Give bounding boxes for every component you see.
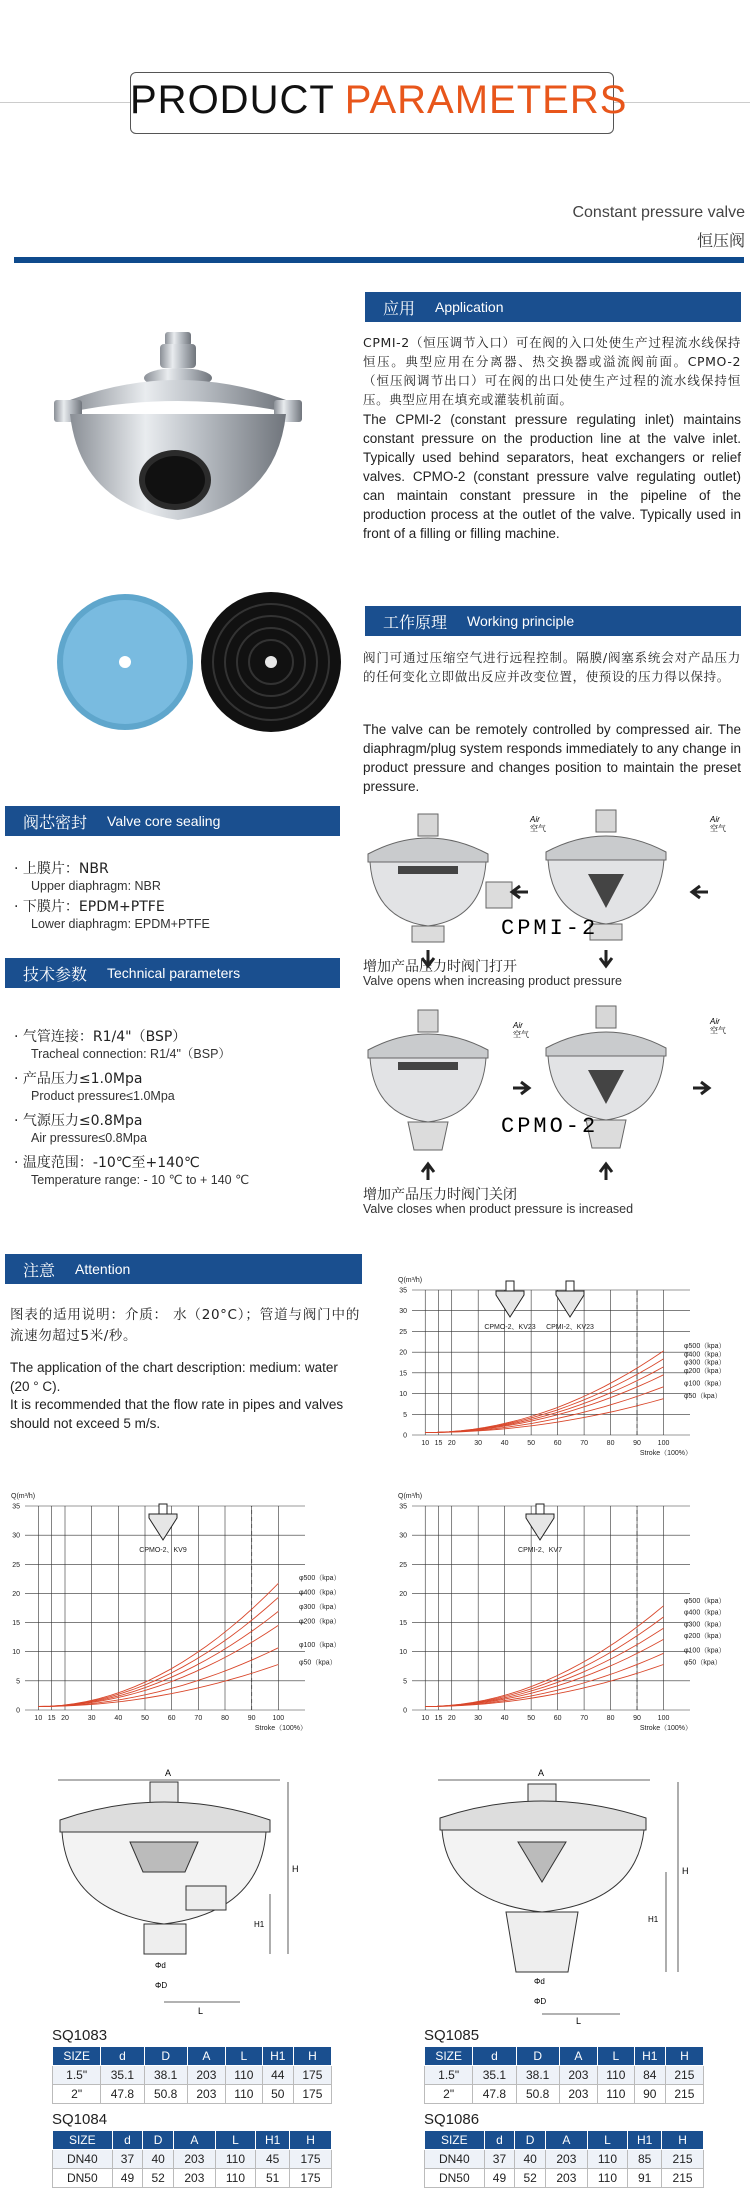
principle-title-cn: 工作原理: [383, 614, 448, 632]
table-cell: 91: [628, 2169, 662, 2188]
table-header-cell: d: [101, 2047, 144, 2066]
series-label: φ400（kpa）: [684, 1609, 726, 1617]
table-header-cell: A: [545, 2131, 587, 2150]
table-cell: 203: [545, 2169, 587, 2188]
table-title: SQ1085: [424, 2027, 480, 2044]
y-tick-label: 15: [12, 1620, 20, 1628]
table-cell: 1.5": [53, 2066, 101, 2085]
valve-stem-icon: [506, 1281, 514, 1291]
y-tick-label: 10: [399, 1391, 407, 1399]
x-tick-label: 10: [421, 1715, 430, 1722]
cpmi-air-left-en: Air: [530, 815, 540, 824]
series-label: φ50（kpa）: [299, 1659, 337, 1667]
application-header: [365, 292, 741, 322]
series-label: φ400（kpa）: [299, 1589, 341, 1597]
table-title: SQ1083: [52, 2027, 108, 2044]
table-row: [425, 2066, 704, 2085]
y-tick-label: 15: [399, 1620, 407, 1628]
y-tick-label: 10: [399, 1649, 407, 1657]
y-tick-label: 20: [12, 1590, 20, 1598]
table-cell: 203: [187, 2066, 225, 2085]
x-tick-label: 90: [633, 1715, 641, 1722]
technical-header: [5, 958, 340, 988]
table-cell: 37: [484, 2150, 515, 2169]
dim-h1: H1: [254, 1920, 265, 1929]
valve-symbol-icon: [526, 1514, 554, 1540]
series-line: [425, 1399, 663, 1433]
table-row: [425, 2169, 704, 2188]
principle-header: [365, 606, 741, 636]
principle-text-cn: 阀门可通过压缩空气进行远程控制。隔膜/阀塞系统会对产品压力的任何变化立即做出反应并改变位置，使预设的压力得以保持。: [363, 650, 741, 684]
x-tick-label: 50: [141, 1715, 149, 1722]
spec-table-sq1084: [52, 2130, 332, 2188]
banner-title-b: PARAMETERS: [344, 78, 628, 122]
sealing-item: · 上膜片：NBR Upper diaphragm: NBR: [14, 860, 344, 895]
x-tick-label: 90: [247, 1715, 256, 1722]
x-tick-label: 50: [527, 1440, 536, 1447]
x-axis-label: Stroke（100%）: [639, 1725, 692, 1732]
flow-chart-kv9: [5, 1478, 375, 1743]
technical-item-cn: 温度范围：-10℃至+140℃: [22, 1155, 200, 1171]
principle-title-en: Working principle: [467, 613, 575, 629]
cpmi-air-left-cn: 空气: [530, 824, 546, 833]
table-cell: 110: [587, 2150, 627, 2169]
attention-text-en1: The application of the chart description: medium: water (20 ° C).: [10, 1360, 338, 1394]
y-tick-label: 10: [12, 1649, 20, 1657]
series-label: φ300（kpa）: [684, 1359, 726, 1367]
x-tick-label: 100: [657, 1440, 670, 1447]
table-header-cell: H1: [634, 2047, 665, 2066]
attention-title-en: Attention: [75, 1261, 131, 1277]
y-tick-label: 20: [399, 1590, 407, 1598]
table-cell: DN40: [53, 2150, 113, 2169]
table-header-cell: d: [484, 2131, 515, 2150]
table-cell: 85: [628, 2150, 662, 2169]
sealing-item-en: Lower diaphragm: EPDM+PTFE: [31, 917, 210, 931]
technical-item: · 气源压力≤0.8Mpa Air pressure≤0.8Mpa: [14, 1112, 344, 1147]
y-tick-label: 0: [403, 1432, 407, 1440]
sealing-title-en: Valve core sealing: [107, 813, 221, 829]
table-header-cell: SIZE: [425, 2047, 473, 2066]
table-cell: 38.1: [144, 2066, 187, 2085]
table-title: SQ1084: [52, 2111, 108, 2128]
table-cell: 35.1: [473, 2066, 516, 2085]
table-header-cell: SIZE: [53, 2047, 101, 2066]
application-text-cn: CPMI-2（恒压调节入口）可在阀的入口处使生产过程流水线保持恒压。典型应用在分离器、热交换器或溢流阀前面。CPMO-2（恒压阀调节出口）可在阀的出口处使生产过程的流水线保持恒压。典型应用在填充或灌装机前面。: [363, 335, 741, 407]
y-tick-label: 30: [399, 1532, 407, 1540]
table-row: [53, 2150, 332, 2169]
technical-item-cn: 气源压力≤0.8Mpa: [22, 1113, 143, 1129]
y-axis-label: Q(m³/h): [398, 1493, 423, 1500]
sealing-item-cn: 上膜片：NBR: [22, 861, 109, 877]
table-cell: 175: [290, 2169, 332, 2188]
table-header-cell: D: [515, 2131, 546, 2150]
dim-h1: H1: [648, 1915, 659, 1924]
technical-item-cn: 气管连接：R1/4"（BSP）: [22, 1029, 187, 1045]
y-tick-label: 30: [399, 1308, 407, 1316]
table-header-cell: D: [516, 2047, 559, 2066]
table-header-cell: D: [143, 2131, 174, 2150]
x-tick-label: 50: [527, 1715, 536, 1722]
cpmo-caption-en: Valve closes when product pressure is increased: [363, 1202, 634, 1216]
series-line: [38, 1665, 278, 1707]
dim-h: H: [292, 1864, 299, 1874]
series-label: φ200（kpa）: [684, 1633, 726, 1641]
table-cell: 2": [425, 2085, 473, 2104]
valve-photo: [50, 330, 320, 550]
cpmo-air-left-en: Air: [513, 1021, 523, 1030]
table-row: [425, 2150, 704, 2169]
table-cell: 47.8: [473, 2085, 516, 2104]
table-header-cell: H: [665, 2047, 703, 2066]
table-cell: 49: [112, 2169, 143, 2188]
series-label: φ400（kpa）: [684, 1351, 726, 1359]
table-header-cell: L: [215, 2131, 255, 2150]
table-cell: 40: [515, 2150, 546, 2169]
table-cell: 2": [53, 2085, 101, 2104]
y-tick-label: 35: [12, 1503, 20, 1511]
cpmi-arrow-right: [692, 886, 708, 898]
table-header-cell: SIZE: [53, 2131, 113, 2150]
table-header-cell: SIZE: [425, 2131, 485, 2150]
y-tick-label: 25: [12, 1561, 20, 1569]
table-cell: 203: [545, 2150, 587, 2169]
drawing-sq1085: [420, 1762, 720, 2027]
x-tick-label: 20: [61, 1715, 69, 1722]
spec-table-sq1083: [52, 2046, 332, 2104]
table-header-cell: H1: [628, 2131, 662, 2150]
y-tick-label: 35: [399, 1287, 407, 1295]
application-title-cn: 应用: [383, 300, 416, 318]
table-header-cell: D: [144, 2047, 187, 2066]
table-cell: 203: [173, 2150, 215, 2169]
technical-item-en: Air pressure≤0.8Mpa: [31, 1131, 147, 1145]
dim-a: A: [165, 1768, 172, 1778]
cpmo-valve-right: [546, 1006, 666, 1180]
banner-title-a: PRODUCT: [130, 78, 335, 122]
table-cell: 84: [634, 2066, 665, 2085]
table-header-cell: H1: [256, 2131, 290, 2150]
cpmo-arrow-right: [693, 1082, 709, 1094]
application-title-en: Application: [435, 299, 504, 315]
x-tick-label: 100: [272, 1715, 285, 1722]
sealing-header: [5, 806, 340, 836]
x-tick-label: 10: [421, 1440, 430, 1447]
chart-annotation: CPMO-2、KV23: [484, 1324, 536, 1331]
x-tick-label: 20: [447, 1440, 456, 1447]
y-tick-label: 25: [399, 1561, 407, 1569]
table-header-cell: d: [112, 2131, 143, 2150]
cpmi-air-right-cn: 空气: [710, 824, 726, 833]
valve-symbol-icon: [496, 1291, 524, 1317]
table-cell: 215: [662, 2150, 704, 2169]
x-tick-label: 40: [114, 1715, 123, 1722]
x-tick-label: 70: [580, 1440, 588, 1447]
y-tick-label: 25: [399, 1328, 407, 1336]
series-label: φ200（kpa）: [299, 1618, 341, 1626]
attention-title-cn: 注意: [23, 1262, 56, 1280]
table-header-cell: A: [559, 2047, 597, 2066]
spec-table-sq1085: [424, 2046, 704, 2104]
table-cell: DN50: [425, 2169, 485, 2188]
x-tick-label: 30: [87, 1715, 96, 1722]
y-tick-label: 20: [399, 1349, 407, 1357]
sealing-item: · 下膜片：EPDM+PTFE Lower diaphragm: EPDM+PTFE: [14, 898, 344, 933]
cpmo-label: CPMO-2: [501, 1114, 599, 1139]
technical-item: · 温度范围：-10℃至+140℃ Temperature range: - 10 ℃ to + 140 ℃: [14, 1154, 344, 1189]
table-cell: 35.1: [101, 2066, 144, 2085]
technical-title-cn: 技术参数: [23, 966, 88, 984]
cpmo-air-right-en: Air: [710, 1017, 720, 1026]
table-cell: 49: [484, 2169, 515, 2188]
table-cell: 215: [665, 2085, 703, 2104]
table-cell: 50.8: [516, 2085, 559, 2104]
table-header-cell: A: [173, 2131, 215, 2150]
x-tick-label: 30: [474, 1715, 483, 1722]
x-tick-label: 20: [447, 1715, 456, 1722]
valve-symbol-icon: [149, 1514, 177, 1540]
table-cell: 44: [262, 2066, 293, 2085]
table-cell: 203: [559, 2066, 597, 2085]
x-axis-label: Stroke（100%）: [254, 1725, 307, 1732]
series-line: [425, 1606, 663, 1707]
x-tick-label: 15: [47, 1715, 56, 1722]
x-tick-label: 10: [34, 1715, 43, 1722]
table-cell: 175: [293, 2085, 331, 2104]
table-cell: 51: [256, 2169, 290, 2188]
series-label: φ100（kpa）: [299, 1641, 341, 1649]
cpmo-air-left-cn: 空气: [513, 1030, 529, 1039]
cpmi-caption-cn: 增加产品压力时阀门打开: [363, 959, 517, 975]
table-cell: 45: [256, 2150, 290, 2169]
attention-text-en2: It is recommended that the flow rate in pipes and valves should not exceed 5 m/s.: [10, 1397, 344, 1431]
table-cell: 50.8: [144, 2085, 187, 2104]
table-cell: 37: [112, 2150, 143, 2169]
table-cell: 215: [665, 2066, 703, 2085]
diaphragm-discs: [55, 590, 345, 740]
series-line: [38, 1648, 278, 1707]
table-cell: 175: [293, 2066, 331, 2085]
table-cell: 215: [662, 2169, 704, 2188]
attention-header: [5, 1254, 362, 1284]
cpmi-air-right-en: Air: [710, 815, 720, 824]
x-tick-label: 15: [434, 1715, 443, 1722]
x-tick-label: 80: [606, 1715, 615, 1722]
y-tick-label: 35: [399, 1503, 407, 1511]
chart-annotation: CPMO-2、KV9: [139, 1547, 187, 1554]
table-row: [53, 2085, 332, 2104]
table-cell: 110: [215, 2150, 255, 2169]
table-row: [53, 2169, 332, 2188]
dim-l: L: [576, 2016, 582, 2026]
dim-d-large: ΦD: [155, 1981, 168, 1990]
series-label: φ100（kpa）: [684, 1380, 726, 1388]
table-header-cell: A: [187, 2047, 225, 2066]
table-cell: 203: [187, 2085, 225, 2104]
table-row: [53, 2066, 332, 2085]
cpmi-caption-en: Valve opens when increasing product pressure: [363, 974, 622, 988]
table-cell: 110: [587, 2169, 627, 2188]
table-header-cell: d: [473, 2047, 516, 2066]
product-rule: [14, 257, 744, 263]
table-cell: 110: [215, 2169, 255, 2188]
cpmi-arrow-left: [512, 886, 528, 898]
flow-chart-kv7: [390, 1478, 750, 1743]
product-name-en: Constant pressure valve: [572, 204, 745, 221]
principle-text-en: The valve can be remotely controlled by compressed air. The diaphragm/plug system responds immediately to any change in product pressure and changes position to maintain the preset pressure.: [363, 722, 741, 794]
cpmi-valve-right: [546, 810, 666, 966]
drawing-sq1083: [40, 1762, 340, 2027]
x-tick-label: 100: [657, 1715, 670, 1722]
table-cell: 50: [262, 2085, 293, 2104]
table-header-cell: H: [293, 2047, 331, 2066]
series-line: [425, 1653, 663, 1706]
cpmo-valve-left: [368, 1010, 488, 1180]
series-line: [425, 1628, 663, 1706]
x-tick-label: 40: [500, 1440, 509, 1447]
y-tick-label: 0: [403, 1707, 407, 1715]
dim-d-small: Φd: [534, 1977, 545, 1986]
product-name-cn: 恒压阀: [696, 233, 745, 250]
x-tick-label: 30: [474, 1440, 483, 1447]
x-tick-label: 90: [633, 1440, 641, 1447]
table-cell: 175: [290, 2150, 332, 2169]
table-header-cell: H1: [262, 2047, 293, 2066]
dim-h: H: [682, 1866, 689, 1876]
y-tick-label: 5: [403, 1411, 407, 1419]
technical-item: · 气管连接：R1/4"（BSP） Tracheal connection: R1/4"（BSP）: [14, 1028, 344, 1063]
table-cell: 203: [559, 2085, 597, 2104]
sealing-item-cn: 下膜片：EPDM+PTFE: [22, 899, 165, 915]
table-title: SQ1086: [424, 2111, 480, 2128]
table-cell: 203: [173, 2169, 215, 2188]
y-axis-label: Q(m³/h): [398, 1277, 423, 1284]
dim-a: A: [538, 1768, 545, 1778]
y-tick-label: 5: [403, 1678, 407, 1686]
technical-item-cn: 产品压力≤1.0Mpa: [22, 1071, 143, 1087]
y-tick-label: 5: [16, 1678, 20, 1686]
table-cell: 40: [143, 2150, 174, 2169]
cpmo-diagram: [358, 1000, 748, 1180]
table-cell: 52: [515, 2169, 546, 2188]
series-label: φ100（kpa）: [684, 1647, 726, 1655]
series-label: φ500（kpa）: [684, 1598, 726, 1606]
x-tick-label: 60: [167, 1715, 176, 1722]
table-cell: 110: [597, 2066, 634, 2085]
table-header-cell: L: [587, 2131, 627, 2150]
valve-stem-icon: [159, 1504, 167, 1514]
dim-l: L: [198, 2006, 204, 2016]
x-axis-label: Stroke（100%）: [639, 1450, 692, 1457]
chart-annotation: CPMI-2、KV23: [546, 1324, 594, 1331]
table-cell: DN40: [425, 2150, 485, 2169]
series-label: φ50（kpa）: [684, 1659, 722, 1667]
x-tick-label: 70: [580, 1715, 588, 1722]
table-cell: 38.1: [516, 2066, 559, 2085]
technical-title-en: Technical parameters: [107, 965, 241, 981]
table-header-cell: L: [225, 2047, 262, 2066]
technical-item: · 产品压力≤1.0Mpa Product pressure≤1.0Mpa: [14, 1070, 344, 1105]
series-line: [38, 1583, 278, 1706]
application-text-en: The CPMI-2 (constant pressure regulating inlet) maintains constant pressure on the production line at the valve inlet. Typically used behind separators, heat exchangers or relief valves. CPMO-2 (constant pressure valve regulating outlet) can maintain constant pressure in the pipeline of the production process at the outlet of the valve. Typically used in front of a filling or filling machine.: [363, 412, 741, 541]
y-tick-label: 0: [16, 1707, 20, 1715]
table-cell: 1.5": [425, 2066, 473, 2085]
cpmo-arrow-left: [513, 1082, 529, 1094]
table-cell: 47.8: [101, 2085, 144, 2104]
technical-item-en: Product pressure≤1.0Mpa: [31, 1089, 175, 1103]
series-label: φ300（kpa）: [684, 1621, 726, 1629]
technical-item-en: Temperature range: - 10 ℃ to + 140 ℃: [31, 1173, 250, 1187]
dim-d-small: Φd: [155, 1961, 166, 1970]
table-header-cell: H: [290, 2131, 332, 2150]
table-cell: 110: [597, 2085, 634, 2104]
x-tick-label: 60: [553, 1440, 562, 1447]
attention-text-cn: 图表的适用说明：介质： 水（20°C）；管道与阀门中的流速勿超过5米/秒。: [10, 1307, 360, 1344]
valve-symbol-icon: [556, 1291, 584, 1317]
series-line: [425, 1351, 663, 1433]
sealing-item-en: Upper diaphragm: NBR: [31, 879, 161, 893]
chart-annotation: CPMI-2、KV7: [518, 1547, 562, 1554]
table-cell: 90: [634, 2085, 665, 2104]
table-header-cell: L: [597, 2047, 634, 2066]
series-label: φ500（kpa）: [299, 1574, 341, 1582]
cpmo-air-right-cn: 空气: [710, 1026, 726, 1035]
table-cell: 110: [225, 2085, 262, 2104]
cpmo-caption-cn: 增加产品压力时阀门关闭: [363, 1187, 517, 1203]
banner-title: [130, 78, 628, 123]
y-tick-label: 15: [399, 1370, 407, 1378]
table-row: [425, 2085, 704, 2104]
series-label: φ300（kpa）: [299, 1603, 341, 1611]
x-tick-label: 70: [194, 1715, 203, 1722]
valve-stem-icon: [566, 1281, 574, 1291]
series-line: [425, 1665, 663, 1707]
cpmi-valve-left: [368, 814, 512, 966]
flow-chart-kv23: [390, 1250, 750, 1480]
spec-table-sq1086: [424, 2130, 704, 2188]
table-cell: 110: [225, 2066, 262, 2085]
x-tick-label: 15: [434, 1440, 443, 1447]
table-cell: 52: [143, 2169, 174, 2188]
x-tick-label: 80: [221, 1715, 229, 1722]
x-tick-label: 80: [606, 1440, 615, 1447]
technical-item-en: Tracheal connection: R1/4"（BSP）: [31, 1047, 231, 1061]
sealing-title-cn: 阀芯密封: [23, 814, 88, 832]
series-label: φ200（kpa）: [684, 1367, 726, 1375]
table-header-cell: H: [662, 2131, 704, 2150]
table-cell: DN50: [53, 2169, 113, 2188]
dim-d-large: ΦD: [534, 1997, 547, 2006]
y-axis-label: Q(m³/h): [11, 1493, 36, 1500]
y-tick-label: 30: [12, 1532, 20, 1540]
cpmi-label: CPMI-2: [501, 916, 599, 941]
x-tick-label: 60: [553, 1715, 562, 1722]
x-tick-label: 40: [500, 1715, 509, 1722]
valve-stem-icon: [536, 1504, 544, 1514]
series-label: φ50（kpa）: [684, 1392, 722, 1400]
series-label: φ500（kpa）: [684, 1343, 726, 1351]
